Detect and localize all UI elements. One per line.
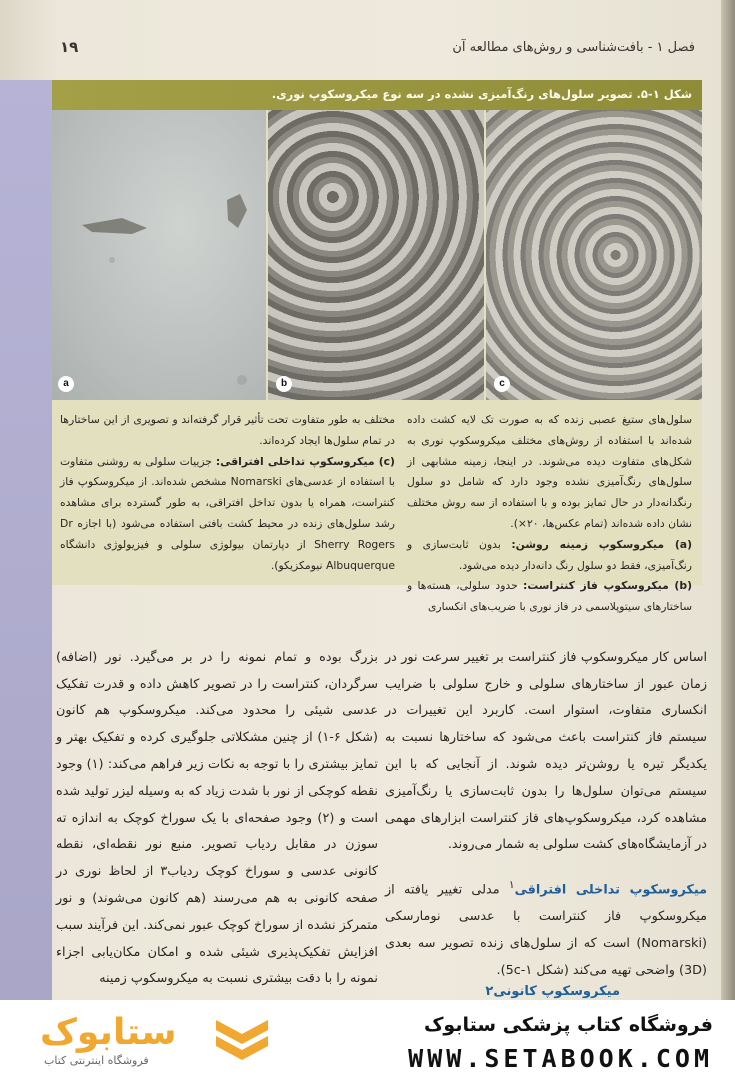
figure-box [52, 80, 702, 614]
legend-a-text: بدون ثابت‌سازی و رنگ‌آمیزی، فقط دو سلول رنگ دانه‌دار دیده می‌شود. [407, 537, 692, 572]
dic-term: میکروسکوپ تداخلی افتراقی [514, 882, 707, 898]
panel-label-b: b [276, 376, 292, 392]
panel-label-a: a [58, 376, 74, 392]
legend-c-text: جزییات سلولی به روشنی متفاوت با استفاده از عدسی‌های Nomarski مشخص شده‌اند. از میکروسکوپ فاز کنتراست، همراه یا بدون تداخل افتراقی، به طور گسترده برای مشاهده رشد سلول‌های زنده در محیط کشت بافتی استفاده می‌شود (با اجازه Dr Sherry Rogers از دپارتمان بیولوژی سلولی و فیزیولوژی دانشگاه Albuquerque نیومکزیکو). [60, 454, 395, 572]
legend-c-label: (c) میکروسکوپ تداخلی افتراقی: [215, 454, 395, 468]
footnote-ref: ۱ [508, 877, 515, 891]
micrograph-a [52, 110, 266, 400]
partial-section-heading: میکروسکوپ کانونی۲ [485, 984, 620, 999]
page-number: ۱۹ [60, 38, 79, 56]
logo-name: ستابوک [40, 1012, 177, 1053]
store-name: فروشگاه کتاب پزشکی ستابوک [423, 1014, 713, 1036]
panel-label-c: c [494, 376, 510, 392]
micrograph-c [486, 110, 702, 400]
paragraph-confocal: بزرگ بوده و تمام نمونه را در بر می‌گیرد. نور (اضافه) سرگردان، کنتراست را در تصویر کاهش داده و قدرت تفکیک عدسی شیئی را محدود می‌کند. میکروسکوپ هم کانون (شکل ۶-۱) از چنین مشکلاتی جلوگیری کرده و تفکیک بهتر و تمایز بیشتری را با توجه به نکات زیر فراهم می‌کند: (۱) وجود نقطه کوچکی از نور با شدت زیاد که به وسیله لیزر تولید شده است و (۲) وجود صفحه‌ای با یک سوراخ کوچک به اندازه ته سوزن در مقابل ردیاب تصویر. منبع نور نقطه‌ای، نقطه کانونی عدسی و سوراخ کوچک ردیاب۳ از لحاظ نوری در صفحه کانونی به هم می‌رسند (هم کانون می‌شوند) و نور متمرکز نشده از سوراخ کوچک عبور نمی‌کند. این فرآیند سبب افزایش تفکیک‌پذیری شیئی شده و امکان مکان‌یابی اجزاء نمونه را با دقت بیشتری نسبت به میکروسکوپ زمینه [55, 649, 379, 987]
footer-banner [0, 1000, 735, 1080]
book-binding-edge [721, 0, 735, 1000]
body-column-right [385, 632, 707, 997]
figure-legend-right [407, 410, 692, 618]
brightfield-cells-image [52, 110, 266, 400]
paragraph-dic: مدلی تغییر یافته از میکروسکوپ فاز کنتراست با عدسی نومارسکی (Nomarski) است که از سلول‌های زنده تصویر سه بعدی (3D) واضحی تهیه می‌کند (شکل 5c-۱). [385, 882, 707, 978]
page-margin-tab [0, 80, 52, 1000]
legend-intro: سلول‌های ستیغ عصبی زنده که به صورت تک لایه کشت داده شده‌اند با استفاده از روش‌های مختلف میکروسکوپ نوری به شکل‌های متفاوت دیده می‌شوند. در اینجا، زمینه مشابهی از سلول‌های رنگ‌آمیزی نشده وجود دارد که شامل دو سلول رنگدانه‌دار در حال تمایز بوده و با استفاده از سه روش مختلف نشان داده شده‌اند (تمام عکس‌ها، ۲۰×). [407, 413, 692, 530]
body-column-left [56, 632, 378, 1006]
figure-legend-left [60, 410, 395, 576]
chapter-title: فصل ۱ - بافت‌شناسی و روش‌های مطالعه آن [452, 40, 695, 55]
logo-subtitle: فروشگاه اینترنتی کتاب [44, 1054, 149, 1067]
chevron-logo-icon [212, 1014, 272, 1066]
legend-b-cont: مختلف به طور متفاوت تحت تأثیر قرار گرفته‌اند و تصویری از این ساختارها در تمام سلول‌ها ایجاد کرده‌اند. [60, 413, 395, 447]
legend-b-label: (b) میکروسکوپ فاز کنتراست: [523, 579, 692, 593]
paragraph-phase-contrast: اساس کار میکروسکوپ فاز کنتراست بر تغییر سرعت نور در زمان عبور از ساختارهای سلولی و خارج سلولی با ضرایب انکساری متفاوت، استوار است. کاربرد این تغییرات در سیستم فاز کنتراست باعث می‌شود که ساختارها نسبت به یکدیگر تیره یا روشن‌تر دیده شوند. از آنجایی که با این سیستم می‌توان سلول‌ها را بدون ثابت‌سازی یا رنگ‌آمیزی مشاهده کرد، میکروسکوپ‌های فاز کنتراست ابزارهای مهمی در آزمایشگاه‌های کشت سلولی به شمار می‌روند. [385, 649, 707, 853]
legend-b-text: حدود سلولی، هسته‌ها و ساختارهای سیتوپلاسمی در فاز نوری با ضریب‌های انکساری [407, 579, 692, 614]
micrograph-b [268, 110, 484, 400]
page-header [60, 36, 695, 66]
figure-caption-bar [52, 80, 702, 110]
store-url[interactable]: WWW.SETABOOK.COM [408, 1044, 713, 1073]
legend-a-label: (a) میکروسکوپ زمینه روشن: [511, 537, 692, 551]
figure-caption: شکل ۱-۵. تصویر سلول‌های رنگ‌آمیزی نشده در سه نوع میکروسکوپ نوری. [271, 87, 692, 101]
